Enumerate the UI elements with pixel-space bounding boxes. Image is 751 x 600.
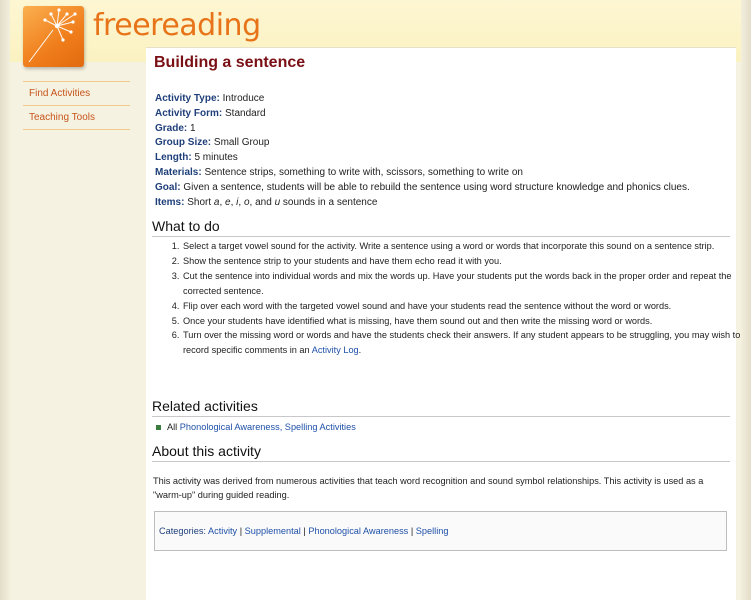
meta-value: Sentence strips, something to write with, scissors, something to write on xyxy=(204,166,523,178)
related-activities-heading: Related activities xyxy=(152,398,730,417)
items-vowel: i xyxy=(236,196,239,208)
meta-activity-form xyxy=(155,107,690,122)
meta-key: Items: xyxy=(155,196,185,208)
meta-activity-type xyxy=(155,92,690,107)
step-item: 4. Flip over each word with the targeted vowel sound and have your students read the sentence without the word or words. xyxy=(182,299,751,314)
meta-key: Activity Type: xyxy=(155,93,220,104)
activity-log-link[interactable]: Activity Log xyxy=(311,345,359,356)
category-separator: | xyxy=(237,526,245,536)
items-text: , and xyxy=(249,196,275,208)
what-to-do-heading: What to do xyxy=(152,218,730,237)
page-title: Building a sentence xyxy=(154,54,306,71)
meta-value: Given a sentence, students will be able to rebuild the sentence using word structure knowledge and phonics clues. xyxy=(183,181,690,193)
related-list-item xyxy=(156,422,356,432)
nav-find-activities[interactable]: Find Activities xyxy=(23,81,130,105)
meta-value: 5 minutes xyxy=(194,152,238,164)
meta-key: Length: xyxy=(155,152,192,164)
about-heading: About this activity xyxy=(152,443,730,462)
related-link[interactable]: Phonological Awareness, Spelling Activities xyxy=(179,422,356,432)
step-item xyxy=(182,328,751,358)
meta-key: Group Size: xyxy=(155,137,212,149)
meta-materials xyxy=(155,166,690,181)
category-link[interactable]: Activity xyxy=(208,526,238,536)
square-bullet-icon xyxy=(156,425,161,430)
left-nav xyxy=(23,81,130,130)
step-item: 3. Cut the sentence into individual words and mix the words up. Have your students put the words back in the proper order and repeat the corrected sentence. xyxy=(182,269,751,299)
category-link[interactable]: Supplemental xyxy=(244,526,301,536)
brand-free: free xyxy=(93,8,151,43)
meta-key: Materials: xyxy=(155,166,202,178)
step-item: 1. Select a target vowel sound for the activity. Write a sentence using a word or words that incorporate this sound on a sentence strip. xyxy=(182,239,751,254)
meta-goal xyxy=(155,181,690,196)
category-link[interactable]: Phonological Awareness xyxy=(308,526,409,536)
meta-items xyxy=(155,196,690,211)
category-separator: | xyxy=(300,526,309,536)
meta-value: Small Group xyxy=(213,137,270,149)
items-text: Short xyxy=(187,196,214,208)
meta-group-size xyxy=(155,136,690,151)
activity-meta xyxy=(155,92,690,210)
items-text: sounds in a sentence xyxy=(280,196,378,208)
category-separator: | xyxy=(408,526,416,536)
step-item: 2. Show the sentence strip to your students and have them echo read it with you. xyxy=(182,254,751,269)
step-text: Turn over the missing word or words and have the students check their answers. If any student appears to be struggling, you may wish to record specific comments in an xyxy=(183,330,741,356)
meta-length xyxy=(155,151,690,166)
category-link[interactable]: Spelling xyxy=(415,526,449,536)
meta-grade xyxy=(155,122,690,137)
meta-key: Activity Form: xyxy=(155,107,223,119)
brand-wordmark[interactable] xyxy=(93,8,261,43)
related-prefix: All xyxy=(167,422,180,432)
categories-box xyxy=(154,511,727,551)
brand-reading: reading xyxy=(150,8,261,43)
meta-value: Introduce xyxy=(222,93,265,104)
categories-label: Categories: xyxy=(159,526,206,536)
dandelion-icon[interactable] xyxy=(23,6,84,67)
items-vowel: a xyxy=(213,196,220,208)
items-text: , xyxy=(238,196,244,208)
meta-value: Standard xyxy=(225,107,266,119)
items-text: , xyxy=(219,196,226,208)
main-content xyxy=(146,48,741,600)
left-shadow xyxy=(0,0,10,600)
step-item: 5. Once your students have identified what is missing, have them sound out and then write the missing word or words. xyxy=(182,314,751,329)
nav-teaching-tools[interactable]: Teaching Tools xyxy=(23,105,130,130)
items-text: , xyxy=(230,196,237,208)
about-text: This activity was derived from numerous activities that teach word recognition and sound symbol relationships. This activity is used as a "warm-up" during guided reading. xyxy=(153,476,704,501)
meta-key: Grade: xyxy=(155,122,188,134)
steps-list xyxy=(164,239,751,358)
meta-key: Goal: xyxy=(155,181,181,193)
items-vowel: u xyxy=(274,196,281,208)
items-vowel: o xyxy=(243,196,250,208)
items-vowel: e xyxy=(225,196,231,208)
meta-value: 1 xyxy=(190,122,196,134)
step-suffix: . xyxy=(358,345,362,356)
